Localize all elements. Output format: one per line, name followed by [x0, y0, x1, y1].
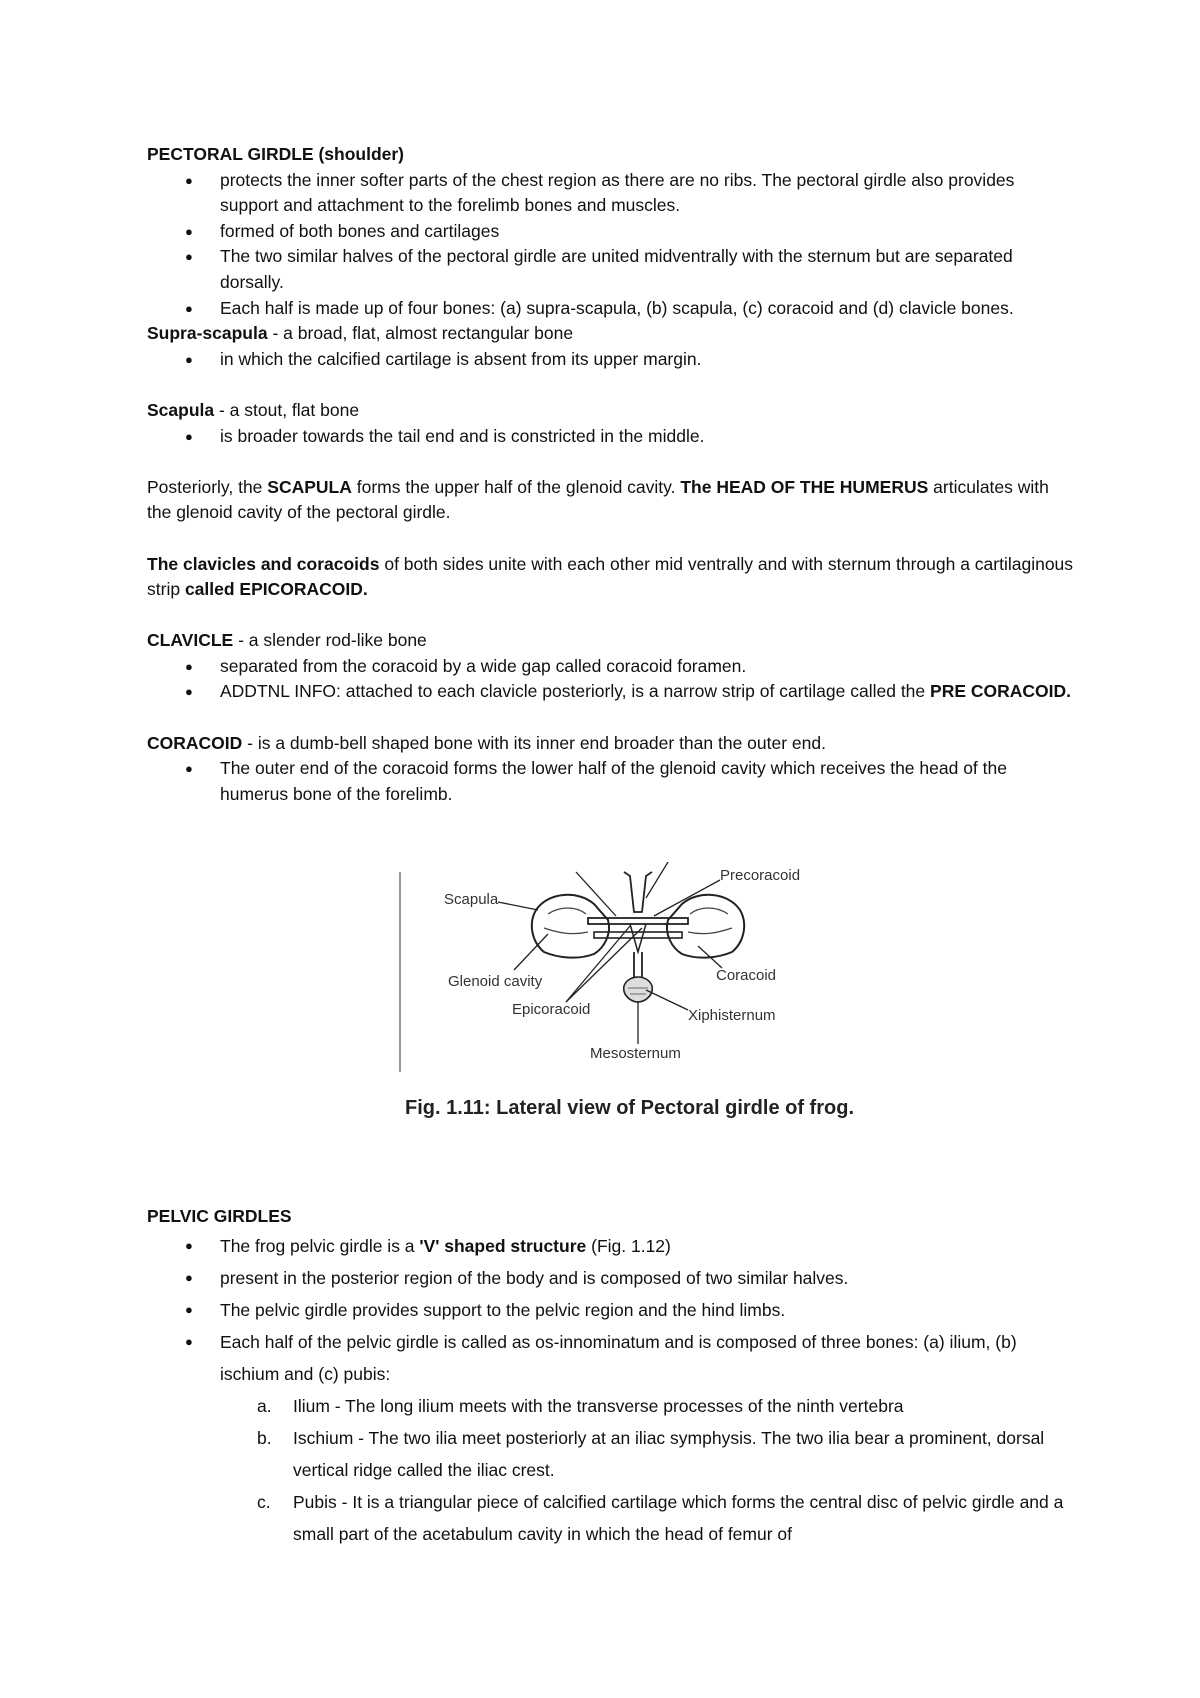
clavicle-bullet-list	[147, 654, 1077, 705]
list-item: ● The outer end of the coracoid forms the lower half of the glenoid cavity which receives the head of the humerus bone of the forelimb.	[147, 756, 1077, 807]
clavicle-definition: CLAVICLE - a slender rod-like bone	[147, 630, 427, 651]
pectoral-section	[147, 142, 1077, 807]
label-glenoid-cavity: Glenoid cavity	[448, 973, 543, 990]
epicoracoid-paragraph: The clavicles and coracoids of both sides unite with each other mid ventrally and with sternum through a cartilaginous strip called EPICORACOID.	[147, 553, 1074, 600]
label-scapula: Scapula	[444, 891, 499, 908]
pectoral-girdle-figure	[398, 862, 878, 1132]
list-item: ● The pelvic girdle provides support to the pelvic region and the hind limbs.	[147, 1294, 1077, 1326]
label-coracoid: Coracoid	[716, 967, 777, 984]
pelvic-bones-list	[147, 1390, 1077, 1550]
suprascapula-definition: Supra-scapula - a broad, flat, almost rectangular bone	[147, 323, 574, 344]
list-item: ● The frog pelvic girdle is a 'V' shaped structure (Fig. 1.12)	[147, 1230, 1077, 1262]
coracoid-bullet-list	[147, 756, 1077, 807]
list-item: b. Ischium - The two ilia meet posteriorly at an iliac symphysis. The two ilia bear a prominent, dorsal vertical ridge called the iliac crest.	[257, 1427, 1045, 1480]
label-xiphisternum: Xiphisternum	[688, 1007, 776, 1024]
figure-caption: Fig. 1.11: Lateral view of Pectoral girdle of frog.	[405, 1097, 854, 1119]
list-item: ● Each half is made up of four bones: (a) supra-scapula, (b) scapula, (c) coracoid and (d) clavicle bones.	[147, 296, 1077, 322]
list-item: a. Ilium - The long ilium meets with the transverse processes of the ninth vertebra	[257, 1395, 904, 1416]
pectoral-girdle-diagram	[398, 862, 878, 1092]
pelvic-section	[147, 1204, 1077, 1550]
list-item: ● in which the calcified cartilage is absent from its upper margin.	[147, 347, 1077, 373]
label-precoracoid: Precoracoid	[720, 867, 801, 884]
section-heading-pectoral: PECTORAL GIRDLE (shoulder)	[147, 144, 405, 164]
list-item: ● The two similar halves of the pectoral girdle are united midventrally with the sternum but are separated dorsally.	[147, 244, 1077, 295]
scapula-definition: Scapula - a stout, flat bone	[147, 399, 360, 420]
list-item: ● Each half of the pelvic girdle is called as os-innominatum and is composed of three bones: (a) ilium, (b) ischium and (c) pubis:	[147, 1326, 1077, 1390]
label-mesosternum: Mesosternum	[590, 1045, 681, 1062]
list-item: ● is broader towards the tail end and is constricted in the middle.	[147, 424, 1077, 450]
list-item: ● ADDTNL INFO: attached to each clavicle posteriorly, is a narrow strip of cartilage called the PRE CORACOID.	[147, 679, 1077, 705]
pelvic-bullet-list	[147, 1230, 1077, 1390]
list-item: c. Pubis - It is a triangular piece of calcified cartilage which forms the central disc of pelvic girdle and a small part of the acetabulum cavity in which the head of femur of	[257, 1491, 1064, 1544]
list-item: ● protects the inner softer parts of the chest region as there are no ribs. The pectoral girdle also provides support and attachment to the forelimb bones and muscles.	[147, 168, 1077, 219]
list-item: ● formed of both bones and cartilages	[147, 219, 1077, 245]
list-item: ● separated from the coracoid by a wide gap called coracoid foramen.	[147, 654, 1077, 680]
coracoid-definition: CORACOID - is a dumb-bell shaped bone with its inner end broader than the outer end.	[147, 732, 826, 753]
glenoid-paragraph: Posteriorly, the SCAPULA forms the upper half of the glenoid cavity. The HEAD OF THE HUMERUS articulates with the glenoid cavity of the pectoral girdle.	[147, 476, 1049, 523]
pectoral-bullet-list	[147, 168, 1077, 322]
scapula-bullet-list	[147, 424, 1077, 450]
section-heading-pelvic: PELVIC GIRDLES	[147, 1206, 292, 1226]
list-item: ● present in the posterior region of the body and is composed of two similar halves.	[147, 1262, 1077, 1294]
label-epicoracoid: Epicoracoid	[512, 1001, 591, 1018]
suprascapula-bullet-list	[147, 347, 1077, 373]
